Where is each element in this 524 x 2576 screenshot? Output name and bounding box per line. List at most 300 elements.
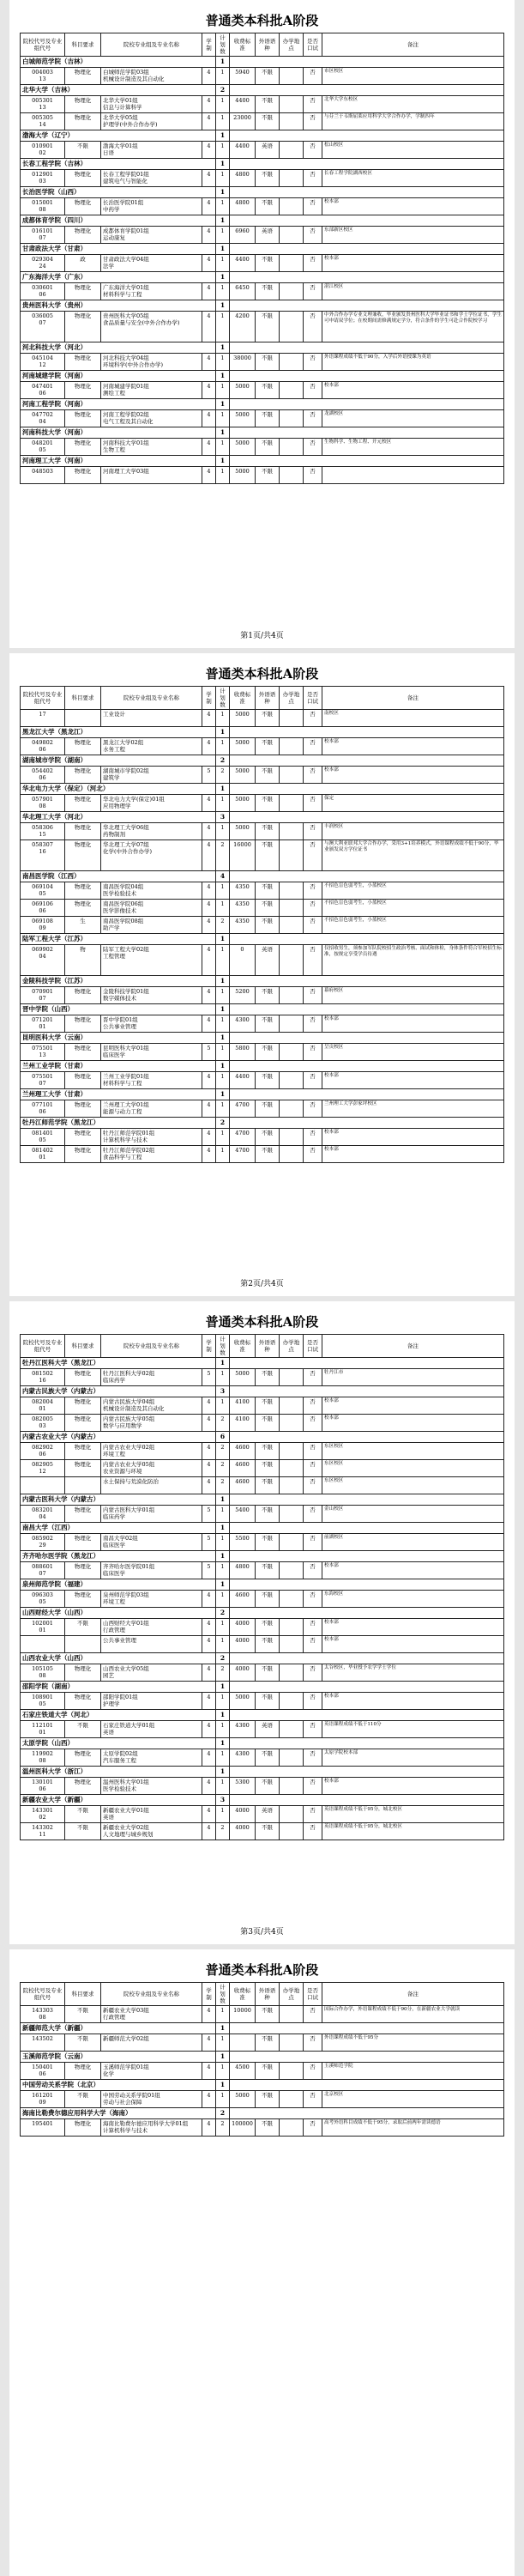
subject-requirement bbox=[65, 795, 101, 812]
major-group-sub: 化学(中外合作办学) bbox=[103, 848, 153, 855]
location bbox=[280, 255, 304, 272]
tuition-fee-text: 4000 bbox=[235, 1824, 250, 1831]
language-text: 不限 bbox=[262, 1506, 273, 1513]
plan-count bbox=[216, 2119, 230, 2137]
duration-text: 4 bbox=[207, 284, 211, 291]
school-row bbox=[21, 159, 504, 170]
group-code-text: 119902 bbox=[32, 1750, 53, 1757]
group-code-sub: 05 bbox=[39, 446, 46, 453]
tuition-fee-text: 4800 bbox=[235, 199, 250, 206]
major-group-text: 河北科技大学04组 bbox=[103, 355, 149, 361]
duration bbox=[202, 198, 216, 215]
subject-requirement-text: 不限 bbox=[77, 2092, 88, 2099]
major-group-sub: 材料科学与工程 bbox=[103, 291, 142, 298]
tuition-fee bbox=[230, 840, 256, 871]
tuition-fee bbox=[230, 917, 256, 934]
location bbox=[280, 1778, 304, 1795]
group-code-text: 108901 bbox=[32, 1694, 53, 1700]
plan-count bbox=[216, 2063, 230, 2080]
subject-requirement-text: 物理化 bbox=[74, 1444, 92, 1451]
group-code-text: 045104 bbox=[32, 355, 53, 361]
group-code-sub: 07 bbox=[39, 1080, 46, 1087]
group-code-sub: 05 bbox=[39, 890, 46, 897]
oral-exam bbox=[304, 1619, 322, 1636]
major-group-sub: 食品科学与工程 bbox=[103, 1154, 142, 1161]
plan-count bbox=[216, 917, 230, 934]
duration-text: 4 bbox=[207, 97, 211, 104]
language bbox=[256, 767, 280, 784]
group-code-text: 069902 bbox=[32, 946, 53, 953]
remarks-text: 校本部 bbox=[324, 739, 339, 744]
remarks bbox=[322, 467, 504, 484]
oral-exam bbox=[304, 1129, 322, 1146]
major-group-sub: 环境科学(中外合作办学) bbox=[103, 361, 164, 368]
subject-requirement-text: 政 bbox=[80, 256, 86, 263]
remarks-text: 校本部 bbox=[324, 256, 339, 261]
tuition-fee-text: 4400 bbox=[235, 142, 250, 149]
table-row bbox=[21, 96, 504, 113]
subject-requirement bbox=[65, 1397, 101, 1415]
school-plan-total: 1 bbox=[216, 1710, 230, 1721]
oral-exam bbox=[304, 354, 322, 371]
tuition-fee-text: 4400 bbox=[235, 1073, 250, 1080]
school-name: 内蒙古医科大学（内蒙古） bbox=[21, 1494, 216, 1506]
plan-count bbox=[216, 1619, 230, 1636]
duration bbox=[202, 1693, 216, 1710]
school-blank bbox=[230, 1494, 504, 1506]
remarks bbox=[322, 1397, 504, 1415]
column-header: 院校代号及专业组代号 bbox=[21, 687, 65, 710]
oral-exam-text: 否 bbox=[310, 199, 316, 206]
table-row bbox=[21, 2119, 504, 2137]
language bbox=[256, 1460, 280, 1477]
major-group bbox=[101, 1146, 202, 1163]
subject-requirement-text: 物理化 bbox=[74, 1073, 92, 1080]
duration bbox=[202, 1443, 216, 1460]
duration-text: 4 bbox=[207, 1444, 211, 1451]
group-code bbox=[21, 710, 65, 727]
subject-requirement-text: 物理化 bbox=[74, 1415, 92, 1422]
plan-count-text: 1 bbox=[220, 739, 225, 746]
major-group bbox=[101, 2034, 202, 2052]
major-group-sub: 生物工程 bbox=[103, 446, 125, 453]
school-plan-total: 1 bbox=[216, 1089, 230, 1100]
language-text: 不限 bbox=[262, 883, 273, 890]
remarks bbox=[322, 1415, 504, 1432]
group-code bbox=[21, 227, 65, 244]
remarks bbox=[322, 96, 504, 113]
duration-text: 4 bbox=[207, 411, 211, 418]
language-text: 不限 bbox=[262, 1694, 273, 1700]
major-group-sub: 信息与计算科学 bbox=[103, 104, 142, 111]
oral-exam bbox=[304, 1443, 322, 1460]
language-text: 不限 bbox=[262, 1750, 273, 1757]
oral-exam-text: 否 bbox=[310, 1506, 316, 1513]
major-group bbox=[101, 1721, 202, 1738]
language-text: 不限 bbox=[262, 841, 273, 848]
subject-requirement-text: 物理化 bbox=[74, 439, 92, 446]
school-plan-total: 6 bbox=[216, 1432, 230, 1443]
school-blank bbox=[230, 1004, 504, 1015]
duration-text: 4 bbox=[207, 114, 211, 121]
group-code-text: 029304 bbox=[32, 256, 53, 263]
language bbox=[256, 795, 280, 812]
duration bbox=[202, 1506, 216, 1523]
school-row bbox=[21, 976, 504, 987]
duration bbox=[202, 283, 216, 300]
school-row bbox=[21, 1432, 504, 1443]
column-header: 是否口试 bbox=[304, 33, 322, 57]
major-group-text: 华北电力大学(保定)01组 bbox=[103, 796, 165, 803]
duration bbox=[202, 312, 216, 342]
subject-requirement bbox=[65, 96, 101, 113]
group-code-text: 096303 bbox=[32, 1591, 53, 1598]
group-code-text: 048503 bbox=[32, 468, 53, 475]
remarks-text: 外语课程成绩不低于95分 bbox=[324, 2035, 379, 2040]
plan-count-text: 2 bbox=[220, 1444, 225, 1451]
group-code-text: 075501 bbox=[32, 1045, 53, 1052]
oral-exam-text: 否 bbox=[310, 1637, 316, 1644]
group-code-sub: 05 bbox=[39, 1136, 46, 1143]
remarks-text: 呈贡校区 bbox=[324, 1045, 344, 1050]
school-row bbox=[21, 2108, 504, 2119]
major-group-sub: 中药学 bbox=[103, 206, 120, 213]
oral-exam bbox=[304, 2091, 322, 2108]
group-code-text: 016101 bbox=[32, 227, 53, 234]
plan-count-text: 2 bbox=[220, 1415, 225, 1422]
school-row bbox=[21, 1551, 504, 1562]
group-code bbox=[21, 1015, 65, 1033]
duration-text: 4 bbox=[207, 1591, 211, 1598]
subject-requirement bbox=[65, 354, 101, 371]
duration-text: 5 bbox=[207, 1045, 211, 1052]
school-blank bbox=[230, 427, 504, 439]
location bbox=[280, 1100, 304, 1118]
plan-count bbox=[216, 1460, 230, 1477]
school-row bbox=[21, 1358, 504, 1369]
language bbox=[256, 1369, 280, 1386]
language bbox=[256, 987, 280, 1004]
tuition-fee-text: 16000 bbox=[233, 841, 251, 848]
school-plan-total: 3 bbox=[216, 1795, 230, 1806]
tuition-fee bbox=[230, 1100, 256, 1118]
group-code bbox=[21, 1506, 65, 1523]
tuition-fee-text: 6960 bbox=[235, 227, 250, 234]
location bbox=[280, 710, 304, 727]
oral-exam bbox=[304, 1100, 322, 1118]
language-text: 不限 bbox=[262, 918, 273, 924]
column-header: 院校代号及专业组代号 bbox=[21, 1983, 65, 2006]
plan-count-text: 1 bbox=[220, 411, 225, 418]
major-group-text: 南昌医学院04组 bbox=[103, 883, 144, 890]
plan-count bbox=[216, 96, 230, 113]
remarks bbox=[322, 2034, 504, 2052]
language bbox=[256, 1044, 280, 1061]
column-header: 院校专业组及专业名称 bbox=[101, 33, 202, 57]
remarks bbox=[322, 1477, 504, 1494]
school-blank bbox=[230, 342, 504, 354]
major-group-text: 玉溪师范学院01组 bbox=[103, 2064, 149, 2070]
school-blank bbox=[230, 976, 504, 987]
group-code-text: 082902 bbox=[32, 1444, 53, 1451]
language bbox=[256, 1721, 280, 1738]
school-plan-total: 1 bbox=[216, 1494, 230, 1506]
oral-exam-text: 否 bbox=[310, 824, 316, 831]
duration bbox=[202, 2006, 216, 2023]
major-group bbox=[101, 710, 202, 727]
table-row bbox=[21, 1369, 504, 1386]
remarks-text: 东区校区 bbox=[324, 1444, 344, 1449]
school-blank bbox=[230, 1386, 504, 1397]
school-row bbox=[21, 1089, 504, 1100]
subject-requirement-text: 物理化 bbox=[74, 312, 92, 319]
school-row bbox=[21, 1386, 504, 1397]
school-blank bbox=[230, 812, 504, 823]
oral-exam bbox=[304, 1072, 322, 1089]
subject-requirement bbox=[65, 68, 101, 85]
remarks bbox=[322, 382, 504, 399]
duration-text: 4 bbox=[207, 841, 211, 848]
subject-requirement bbox=[65, 1823, 101, 1840]
plan-count bbox=[216, 170, 230, 187]
subject-requirement-text: 物理化 bbox=[74, 796, 92, 803]
language bbox=[256, 1664, 280, 1682]
language-text: 不限 bbox=[262, 796, 273, 803]
school-name: 甘肃政法大学（甘肃） bbox=[21, 244, 216, 255]
group-code bbox=[21, 113, 65, 130]
tuition-fee bbox=[230, 2119, 256, 2137]
tuition-fee-text: 4000 bbox=[235, 1620, 250, 1627]
oral-exam bbox=[304, 1534, 322, 1551]
tuition-fee bbox=[230, 439, 256, 456]
group-code bbox=[21, 382, 65, 399]
major-group-text: 新疆农业大学02组 bbox=[103, 1824, 149, 1831]
tuition-fee bbox=[230, 410, 256, 427]
plan-count bbox=[216, 410, 230, 427]
group-code-text: 105105 bbox=[32, 1665, 53, 1672]
remarks bbox=[322, 113, 504, 130]
remarks-text: 外语课程成绩不低于90分，入学后外语授课为英语 bbox=[324, 355, 431, 360]
tuition-fee bbox=[230, 198, 256, 215]
group-code-sub: 07 bbox=[39, 995, 46, 1002]
plan-count bbox=[216, 710, 230, 727]
subject-requirement-text: 生 bbox=[80, 918, 86, 924]
oral-exam bbox=[304, 900, 322, 917]
duration-text: 4 bbox=[207, 199, 211, 206]
column-header: 备注 bbox=[322, 687, 504, 710]
major-group bbox=[101, 96, 202, 113]
language bbox=[256, 1562, 280, 1579]
duration-text: 4 bbox=[207, 1665, 211, 1672]
school-name: 牡丹江医科大学（黑龙江） bbox=[21, 1358, 216, 1369]
column-header: 是否口试 bbox=[304, 1335, 322, 1358]
school-plan-total: 1 bbox=[216, 272, 230, 283]
school-name: 成都体育学院（四川） bbox=[21, 215, 216, 227]
remarks-text: 东海校区 bbox=[324, 1591, 344, 1597]
subject-requirement bbox=[65, 227, 101, 244]
school-plan-total: 2 bbox=[216, 1653, 230, 1664]
document-page-1 bbox=[9, 0, 515, 648]
school-plan-total: 1 bbox=[216, 1004, 230, 1015]
major-group-text: 中国劳动关系学院01组 bbox=[103, 2092, 160, 2099]
duration bbox=[202, 68, 216, 85]
oral-exam-text: 否 bbox=[310, 2007, 316, 2014]
plan-count bbox=[216, 900, 230, 917]
school-row bbox=[21, 1118, 504, 1129]
school-name: 陆军工程大学（江苏） bbox=[21, 934, 216, 945]
page-title: 普通类本科批A阶段 bbox=[205, 13, 319, 28]
school-name: 内蒙古民族大学（内蒙古） bbox=[21, 1386, 216, 1397]
plan-count-text: 2 bbox=[220, 918, 225, 924]
oral-exam-text: 否 bbox=[310, 1807, 316, 1814]
oral-exam bbox=[304, 382, 322, 399]
major-group-text: 内蒙古医科大学01组 bbox=[103, 1506, 155, 1513]
oral-exam bbox=[304, 467, 322, 484]
oral-exam-text: 否 bbox=[310, 739, 316, 746]
duration-text: 4 bbox=[207, 256, 211, 263]
duration bbox=[202, 354, 216, 371]
language bbox=[256, 1415, 280, 1432]
language bbox=[256, 1806, 280, 1823]
school-name: 黑龙江大学（黑龙江） bbox=[21, 727, 216, 738]
group-code bbox=[21, 1415, 65, 1432]
table-row bbox=[21, 2034, 504, 2052]
tuition-fee-text: 4400 bbox=[235, 97, 250, 104]
table-row bbox=[21, 1397, 504, 1415]
group-code-sub: 12 bbox=[39, 1468, 46, 1475]
subject-requirement bbox=[65, 1619, 101, 1636]
major-group bbox=[101, 410, 202, 427]
duration-text: 4 bbox=[207, 1722, 211, 1729]
table-row bbox=[21, 840, 504, 871]
tuition-fee-text: 5000 bbox=[235, 767, 250, 774]
language-text: 不限 bbox=[262, 711, 273, 718]
plan-count bbox=[216, 1369, 230, 1386]
tuition-fee bbox=[230, 882, 256, 900]
oral-exam bbox=[304, 1562, 322, 1579]
school-blank bbox=[230, 2052, 504, 2063]
tuition-fee bbox=[230, 823, 256, 840]
oral-exam-text: 否 bbox=[310, 1398, 316, 1405]
oral-exam-text: 否 bbox=[310, 988, 316, 995]
language bbox=[256, 1506, 280, 1523]
subject-requirement-text: 不限 bbox=[77, 1807, 88, 1814]
location bbox=[280, 1721, 304, 1738]
document-page-3 bbox=[9, 1301, 515, 1944]
tuition-fee bbox=[230, 1749, 256, 1767]
duration bbox=[202, 945, 216, 976]
group-code-text: 047401 bbox=[32, 383, 53, 390]
duration-text: 4 bbox=[207, 796, 211, 803]
subject-requirement bbox=[65, 1129, 101, 1146]
school-row bbox=[21, 1710, 504, 1721]
plan-count bbox=[216, 1072, 230, 1089]
plan-count bbox=[216, 1415, 230, 1432]
major-group bbox=[101, 1100, 202, 1118]
language-text: 不限 bbox=[262, 824, 273, 831]
major-group bbox=[101, 823, 202, 840]
page-footer: 第3页/共4页 bbox=[240, 1928, 284, 1937]
tuition-fee bbox=[230, 68, 256, 85]
remarks-text: 英语课程成绩不低于95分，城北校区 bbox=[324, 1824, 403, 1829]
oral-exam-text: 否 bbox=[310, 1535, 316, 1542]
oral-exam-text: 否 bbox=[310, 767, 316, 774]
remarks-text: 金山校区 bbox=[324, 1506, 344, 1512]
remarks bbox=[322, 1534, 504, 1551]
school-name: 石家庄铁道大学（河北） bbox=[21, 1710, 216, 1721]
group-code-sub: 06 bbox=[39, 390, 46, 397]
plan-count-text: 1 bbox=[220, 284, 225, 291]
location bbox=[280, 2034, 304, 2052]
tuition-fee bbox=[230, 467, 256, 484]
major-group-text: 渤海大学01组 bbox=[103, 142, 138, 149]
tuition-fee bbox=[230, 945, 256, 976]
subject-requirement bbox=[65, 1664, 101, 1682]
tuition-fee bbox=[230, 382, 256, 399]
tuition-fee bbox=[230, 1443, 256, 1460]
group-code-text: 077101 bbox=[32, 1101, 53, 1108]
school-name: 河北科技大学（河北） bbox=[21, 342, 216, 354]
plan-count-text: 1 bbox=[220, 1591, 225, 1598]
group-code-sub: 01 bbox=[39, 1729, 46, 1736]
plan-count bbox=[216, 767, 230, 784]
plan-count-text: 1 bbox=[220, 1130, 225, 1136]
major-group bbox=[101, 312, 202, 342]
column-header: 外语语种 bbox=[256, 1335, 280, 1358]
plan-count-text: 2 bbox=[220, 1478, 225, 1485]
group-code-text: 012901 bbox=[32, 171, 53, 178]
subject-requirement bbox=[65, 467, 101, 484]
table-row bbox=[21, 354, 504, 371]
school-blank bbox=[230, 2080, 504, 2091]
major-group bbox=[101, 142, 202, 159]
group-code-text: 069104 bbox=[32, 883, 53, 890]
table-row bbox=[21, 1460, 504, 1477]
school-name: 齐齐哈尔医学院（黑龙江） bbox=[21, 1551, 216, 1562]
plan-count bbox=[216, 1129, 230, 1146]
plan-count-text: 1 bbox=[220, 439, 225, 446]
major-group bbox=[101, 1415, 202, 1432]
tuition-fee-text: 38000 bbox=[233, 355, 251, 361]
language-text: 不限 bbox=[262, 767, 273, 774]
oral-exam bbox=[304, 1693, 322, 1710]
duration-text: 4 bbox=[207, 824, 211, 831]
remarks-text: 中外合作办学专业文理兼收，毕业颁发贵州医科大学毕业证书和学士学位证书，学生可申请双学位；在校期间需修满规定学分，符合条件的学生可赴合作院校学习 bbox=[324, 312, 502, 324]
group-code-text: 150401 bbox=[32, 2064, 53, 2070]
remarks-text: 仅招收男生，须参加军队院校招生政治考核、面试和体检，身体条件符合军校招生标准，按规定享受学员待遇 bbox=[324, 946, 502, 957]
table-row bbox=[21, 227, 504, 244]
location bbox=[280, 1477, 304, 1494]
location bbox=[280, 410, 304, 427]
tuition-fee bbox=[230, 1397, 256, 1415]
group-code bbox=[21, 2034, 65, 2052]
major-group-sub: 临床药学 bbox=[103, 1513, 125, 1520]
group-code-sub: 06 bbox=[39, 774, 46, 781]
remarks-text: 校本部 bbox=[324, 1694, 339, 1699]
language-text: 不限 bbox=[262, 312, 273, 319]
major-group bbox=[101, 987, 202, 1004]
plan-count bbox=[216, 1806, 230, 1823]
tuition-fee-text: 4600 bbox=[235, 1461, 250, 1468]
oral-exam bbox=[304, 1369, 322, 1386]
remarks-text: 兰州理工大学彭家坪校区 bbox=[324, 1101, 377, 1106]
tuition-fee bbox=[230, 1506, 256, 1523]
major-group bbox=[101, 1778, 202, 1795]
group-code-text: 082004 bbox=[32, 1398, 53, 1405]
tuition-fee bbox=[230, 142, 256, 159]
group-code-sub: 05 bbox=[39, 1700, 46, 1707]
language bbox=[256, 354, 280, 371]
